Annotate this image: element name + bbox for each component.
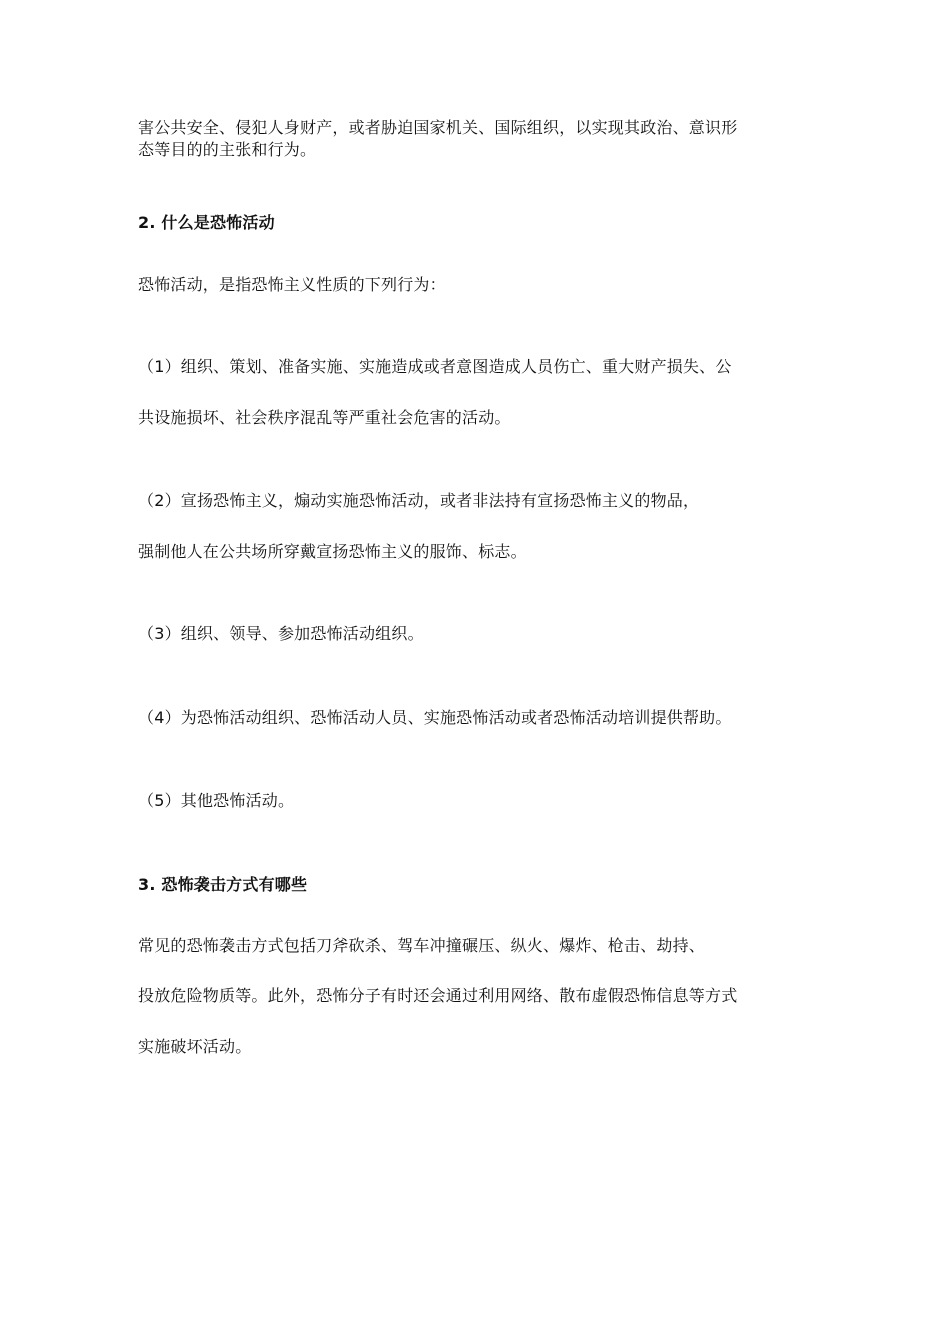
item-1-line-2: 共设施损坏、社会秩序混乱等严重社会危害的活动。: [138, 408, 511, 427]
section-2-heading: 2. 什么是恐怖活动: [138, 213, 275, 232]
item-3-line-1: （3）组织、领导、参加恐怖活动组织。: [138, 624, 424, 643]
item-2-line-1: （2）宣扬恐怖主义，煽动实施恐怖活动，或者非法持有宣扬恐怖主义的物品，: [138, 491, 700, 510]
section-3-line-2: 投放危险物质等。此外，恐怖分子有时还会通过利用网络、散布虚假恐怖信息等方式: [138, 986, 738, 1005]
section-3-heading: 3. 恐怖袭击方式有哪些: [138, 875, 308, 894]
item-5-line-1: （5）其他恐怖活动。: [138, 791, 295, 810]
section-3-line-3: 实施破坏活动。: [138, 1037, 252, 1056]
section-2-lead: 恐怖活动，是指恐怖主义性质的下列行为：: [138, 275, 446, 294]
item-2-line-2: 强制他人在公共场所穿戴宣扬恐怖主义的服饰、标志。: [138, 542, 527, 561]
item-1-line-1: （1）组织、策划、准备实施、实施造成或者意图造成人员伤亡、重大财产损失、公: [138, 357, 732, 376]
item-4-line-1: （4）为恐怖活动组织、恐怖活动人员、实施恐怖活动或者恐怖活动培训提供帮助。: [138, 708, 732, 727]
intro-line-2: 态等目的的主张和行为。: [138, 140, 317, 159]
intro-line-1: 害公共安全、侵犯人身财产，或者胁迫国家机关、国际组织，以实现其政治、意识形: [138, 118, 738, 137]
section-3-line-1: 常见的恐怖袭击方式包括刀斧砍杀、驾车冲撞碾压、纵火、爆炸、枪击、劫持、: [138, 936, 706, 955]
